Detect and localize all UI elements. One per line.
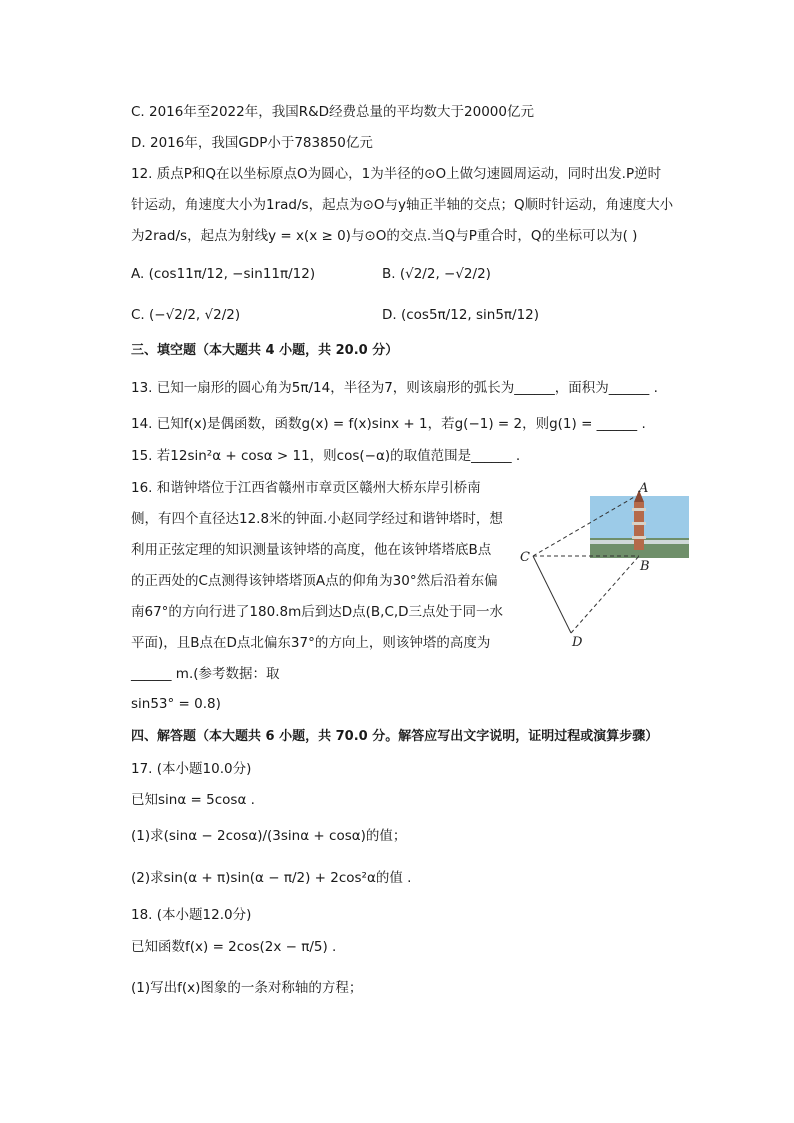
option-c-q11: C. 2016年至2022年，我国R&D经费总量的平均数大于20000亿元 [131,104,534,120]
question-18-part-1: (1)写出f(x)图象的一条对称轴的方程； [131,980,363,996]
tower-band [632,508,646,511]
line-db [571,556,639,633]
section-3-heading: 三、填空题（本大题共 4 小题，共 20.0 分） [131,343,399,358]
tower-figure [516,478,696,653]
question-16-line-4: 的正西处的C点测得该钟塔塔顶A点的仰角为30°然后沿着东偏 [131,573,498,589]
question-17-part-2: (2)求sin(α + π)sin(α − π/2) + 2cos²α的值 . [131,870,412,886]
tower-band [632,536,646,539]
label-d: D [572,635,583,650]
question-17-part-1: (1)求(sinα − 2cosα)/(3sinα + cosα)的值； [131,828,407,844]
label-a: A [639,481,649,496]
question-16-line-2: 侧，有四个直径达12.8米的钟面.小赵同学经过和谐钟塔时，想 [131,511,503,527]
label-b: B [640,559,650,574]
tower-band [632,522,646,525]
question-12-line-3: 为2rad/s，起点为射线y = x(x ≥ 0)与⊙O的交点.当Q与P重合时，Q的坐标可以为( ) [131,228,638,244]
option-c-q12: C. (−√2/2, √2/2) [131,307,241,323]
option-b-q12: B. (√2/2, −√2/2) [382,266,491,282]
question-16-line-6: 平面)，且B点在D点北偏东37°的方向上，则该钟塔的高度为 [131,635,491,651]
question-13: 13. 已知一扇形的圆心角为5π/14，半径为7，则该扇形的弧长为______，面积为______ . [131,380,658,396]
question-16-line-3: 利用正弦定理的知识测量该钟塔的高度，他在该钟塔塔底B点 [131,542,492,558]
option-d-q11: D. 2016年，我国GDP小于783850亿元 [131,135,373,151]
question-15: 15. 若12sin²α + cosα > 11，则cos(−α)的取值范围是______ . [131,448,521,464]
question-17-header: 17. (本小题10.0分) [131,761,252,777]
question-16-line-8: sin53° = 0.8) [131,696,221,712]
question-18-header: 18. (本小题12.0分) [131,907,252,923]
question-17-given: 已知sinα = 5cosα . [131,792,255,808]
option-a-q12: A. (cos11π/12, −sin11π/12) [131,266,316,282]
label-c: C [520,550,530,565]
question-16-line-5: 南67°的方向行进了180.8m后到达D点(B,C,D三点处于同一水 [131,604,504,620]
section-4-heading: 四、解答题（本大题共 6 小题，共 70.0 分。解答应写出文字说明，证明过程或演算步骤） [131,729,659,744]
tower-diagram [516,478,696,653]
line-cd [533,556,571,633]
question-16-line-1: 16. 和谐钟塔位于江西省赣州市章贡区赣州大桥东岸引桥南 [131,480,481,496]
question-14: 14. 已知f(x)是偶函数，函数g(x) = f(x)sinx + 1，若g(−1) = 2，则g(1) = ______ . [131,416,646,432]
question-18-given: 已知函数f(x) = 2cos(2x − π/5) . [131,939,337,955]
question-12-line-1: 12. 质点P和Q在以坐标原点O为圆心，1为半径的⊙O上做匀速圆周运动，同时出发.P逆时 [131,166,662,182]
option-d-q12: D. (cos5π/12, sin5π/12) [382,307,540,323]
question-12-line-2: 针运动，角速度大小为1rad/s，起点为⊙O与y轴正半轴的交点；Q顺时针运动，角速度大小 [131,197,674,213]
question-16-line-7: ______ m.(参考数据：取 [131,666,280,682]
